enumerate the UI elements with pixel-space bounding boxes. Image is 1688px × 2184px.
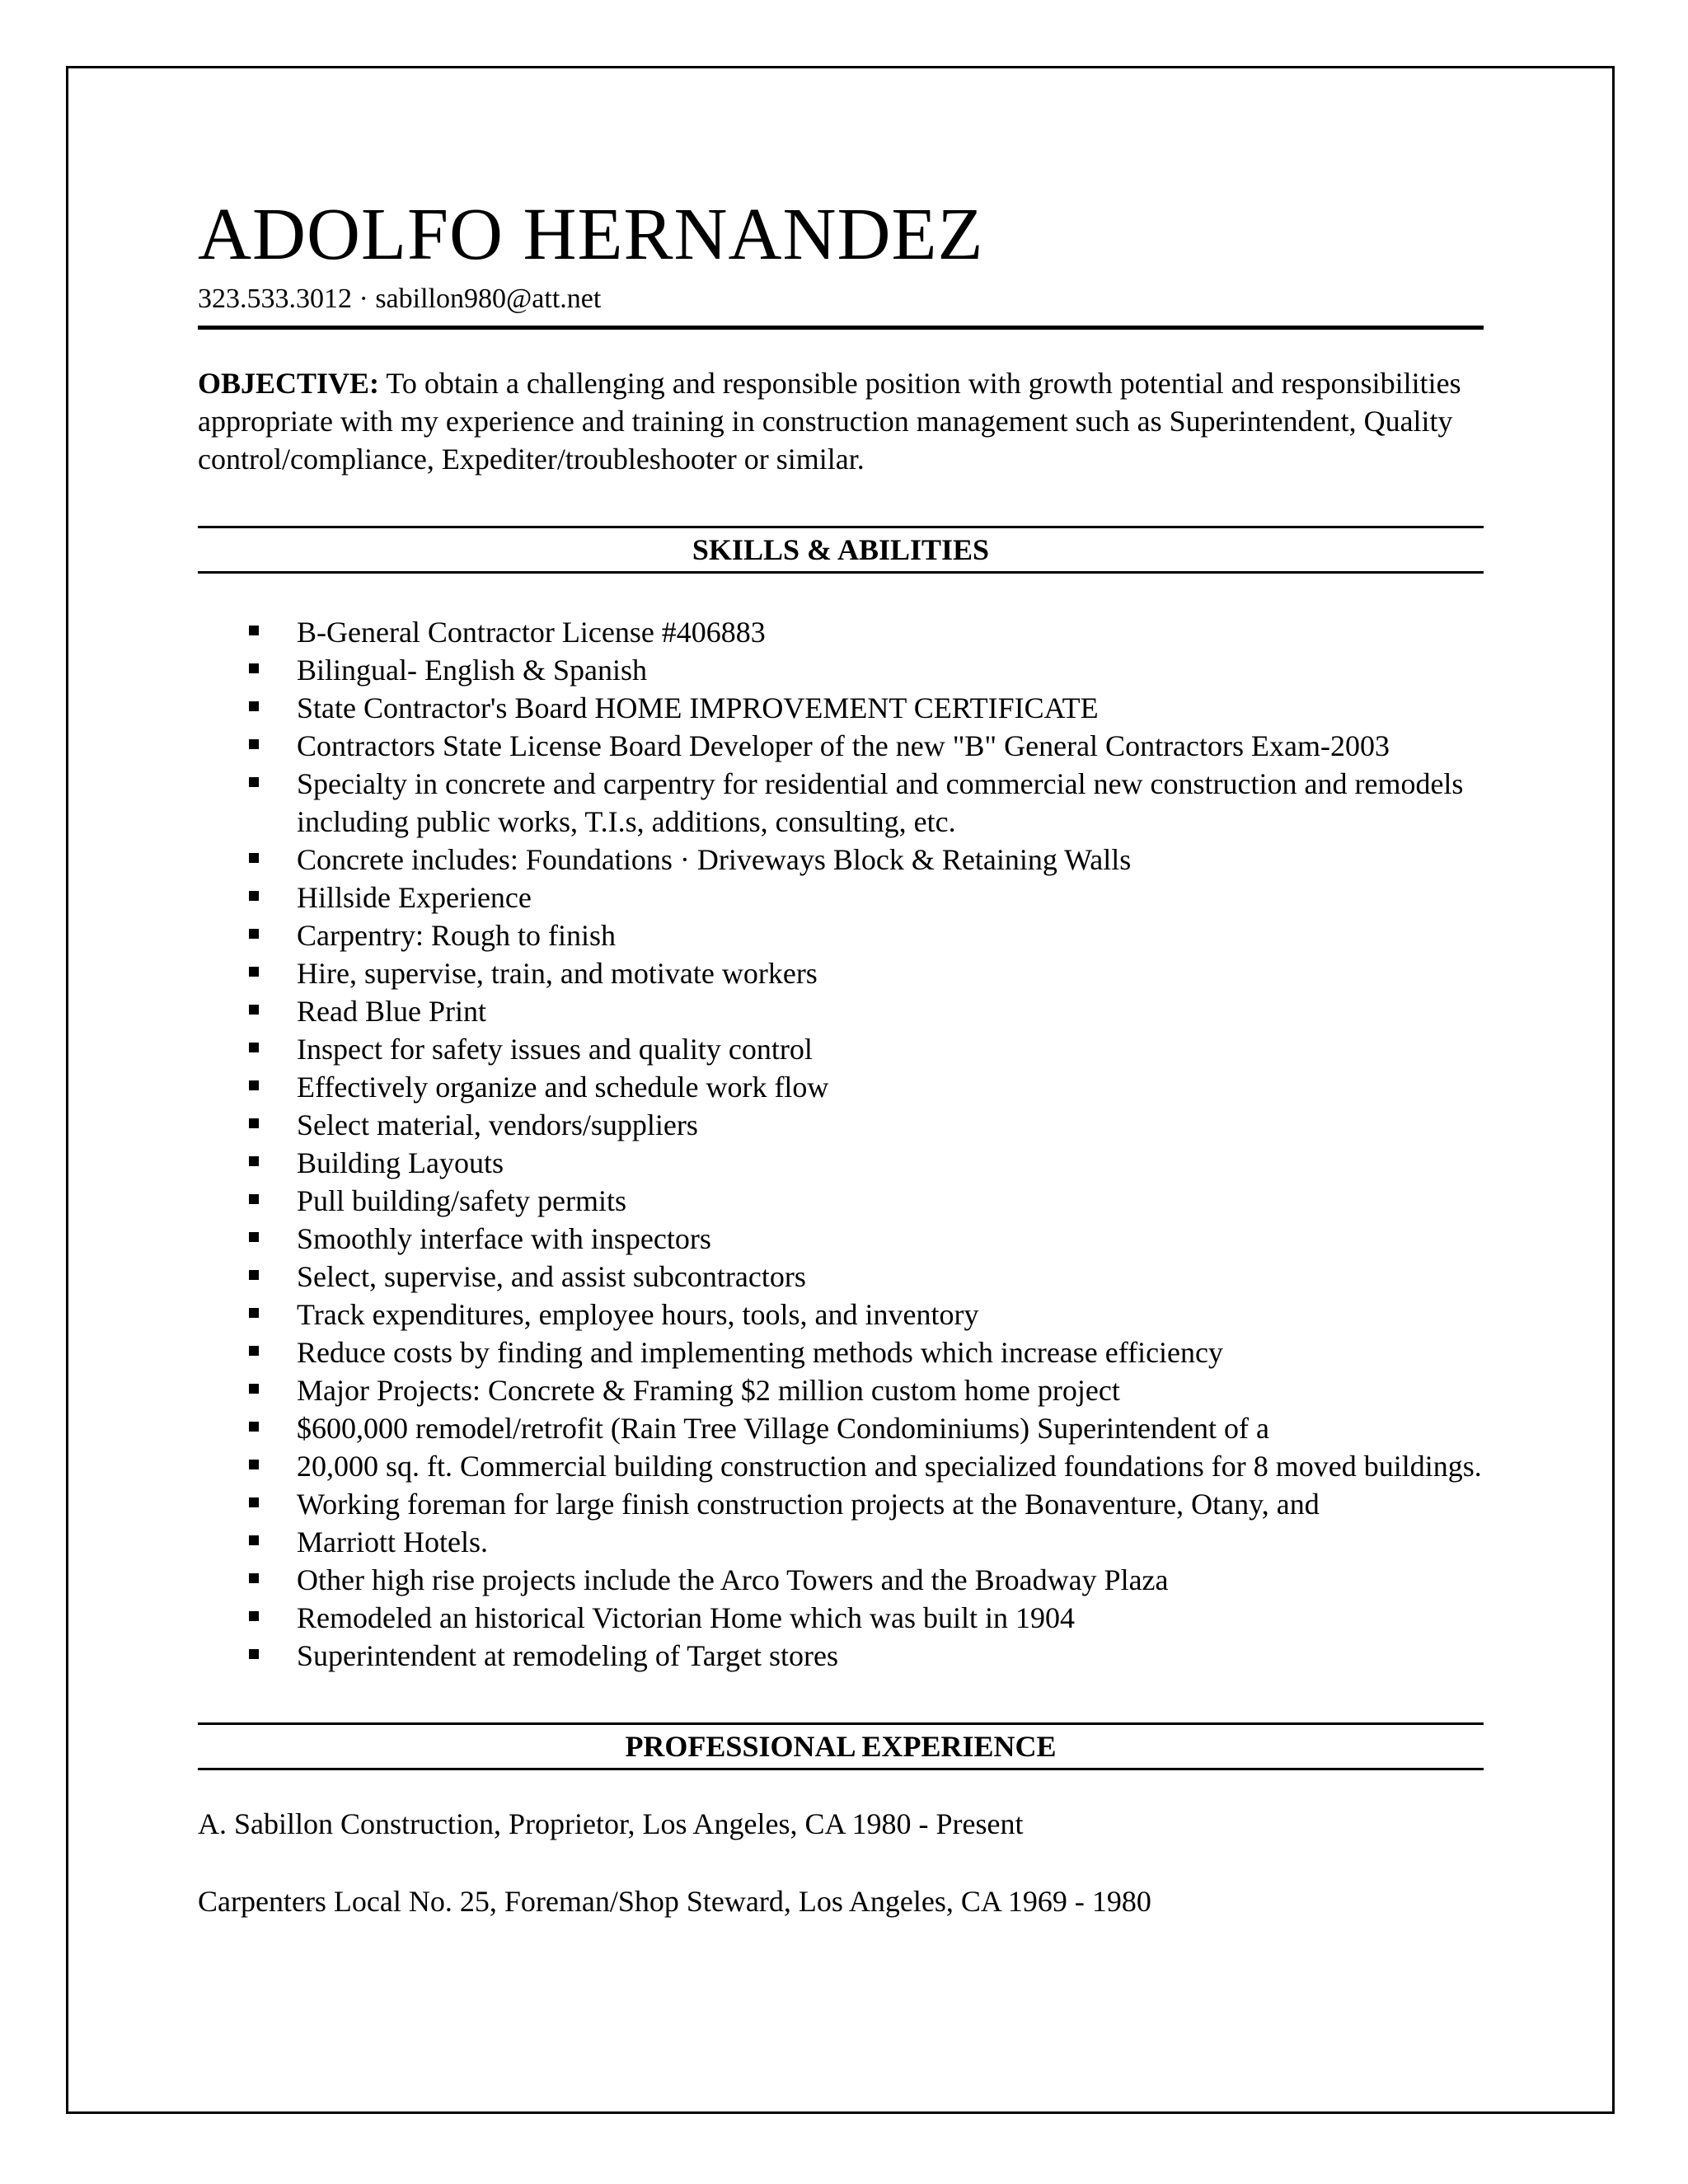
header-divider — [198, 326, 1484, 330]
square-bullet-icon — [249, 1573, 259, 1583]
objective-section — [198, 364, 1484, 478]
skill-item: Other high rise projects include the Arco Towers and the Broadway Plaza — [198, 1561, 1484, 1599]
skill-item: B-General Contractor License #406883 — [198, 613, 1484, 651]
square-bullet-icon — [249, 1043, 259, 1052]
skills-heading: SKILLS & ABILITIES — [198, 526, 1484, 574]
skill-item: Superintendent at remodeling of Target stores — [198, 1637, 1484, 1675]
square-bullet-icon — [249, 701, 259, 711]
skill-item: State Contractor's Board HOME IMPROVEMENT CERTIFICATE — [198, 689, 1484, 727]
skill-item: Reduce costs by finding and implementing methods which increase efficiency — [198, 1333, 1484, 1371]
skill-item: Building Layouts — [198, 1144, 1484, 1182]
square-bullet-icon — [249, 1156, 259, 1166]
square-bullet-icon — [249, 1649, 259, 1659]
skill-item: Marriott Hotels. — [198, 1523, 1484, 1561]
skill-item: Track expenditures, employee hours, tools, and inventory — [198, 1296, 1484, 1333]
skill-item: Read Blue Print — [198, 992, 1484, 1030]
skill-item: Specialty in concrete and carpentry for residential and commercial new construction and remodels including public works, T.I.s, additions, consulting, etc. — [198, 765, 1484, 841]
skill-item: Hire, supervise, train, and motivate workers — [198, 954, 1484, 992]
skill-item: Select material, vendors/suppliers — [198, 1106, 1484, 1144]
skill-item: Remodeled an historical Victorian Home which was built in 1904 — [198, 1599, 1484, 1637]
square-bullet-icon — [249, 739, 259, 749]
skill-item: Inspect for safety issues and quality control — [198, 1030, 1484, 1068]
experience-entry: Carpenters Local No. 25, Foreman/Shop Steward, Los Angeles, CA 1969 - 1980 — [198, 1885, 1151, 1918]
square-bullet-icon — [249, 1005, 259, 1015]
square-bullet-icon — [249, 1080, 259, 1090]
skill-item: Bilingual- English & Spanish — [198, 651, 1484, 689]
skill-item: Concrete includes: Foundations · Driveways Block & Retaining Walls — [198, 841, 1484, 879]
skill-item: Working foreman for large finish construction projects at the Bonaventure, Otany, and — [198, 1485, 1484, 1523]
skill-item: Hillside Experience — [198, 879, 1484, 916]
square-bullet-icon — [249, 1346, 259, 1356]
candidate-name: ADOLFO HERNANDEZ — [198, 194, 984, 275]
experience-heading: PROFESSIONAL EXPERIENCE — [198, 1722, 1484, 1770]
square-bullet-icon — [249, 1118, 259, 1128]
square-bullet-icon — [249, 1384, 259, 1394]
objective-text: To obtain a challenging and responsible position with growth potential and responsibilities appropriate with my experience and training in construction management such as Superintendent, Quality control/compliance, Expediter/troubleshooter or similar. — [198, 367, 1461, 476]
skill-item: 20,000 sq. ft. Commercial building construction and specialized foundations for 8 moved buildings. — [198, 1447, 1484, 1485]
skill-item: Pull building/safety permits — [198, 1182, 1484, 1220]
skill-item: Select, supervise, and assist subcontractors — [198, 1258, 1484, 1296]
square-bullet-icon — [249, 1270, 259, 1280]
skills-list — [198, 613, 1484, 1675]
square-bullet-icon — [249, 1497, 259, 1507]
square-bullet-icon — [249, 626, 259, 635]
square-bullet-icon — [249, 967, 259, 977]
objective-label: OBJECTIVE: — [198, 367, 380, 400]
square-bullet-icon — [249, 853, 259, 863]
skill-item: Carpentry: Rough to finish — [198, 916, 1484, 954]
skill-item: Contractors State License Board Developer of the new "B" General Contractors Exam-2003 — [198, 727, 1484, 765]
skill-item: Major Projects: Concrete & Framing $2 million custom home project — [198, 1371, 1484, 1409]
square-bullet-icon — [249, 777, 259, 787]
square-bullet-icon — [249, 1308, 259, 1318]
skill-item: Smoothly interface with inspectors — [198, 1220, 1484, 1258]
square-bullet-icon — [249, 663, 259, 673]
experience-list — [198, 1805, 1484, 1920]
square-bullet-icon — [249, 1535, 259, 1545]
experience-entry: A. Sabillon Construction, Proprietor, Los Angeles, CA 1980 - Present — [198, 1807, 1024, 1840]
skill-item: $600,000 remodel/retrofit (Rain Tree Village Condominiums) Superintendent of a — [198, 1409, 1484, 1447]
square-bullet-icon — [249, 1460, 259, 1469]
contact-info: 323.533.3012 · sabillon980@att.net — [198, 284, 602, 314]
square-bullet-icon — [249, 891, 259, 901]
square-bullet-icon — [249, 1422, 259, 1432]
resume-content — [198, 194, 1484, 1960]
skill-item: Effectively organize and schedule work flow — [198, 1068, 1484, 1106]
square-bullet-icon — [249, 929, 259, 939]
square-bullet-icon — [249, 1194, 259, 1204]
square-bullet-icon — [249, 1611, 259, 1621]
square-bullet-icon — [249, 1232, 259, 1242]
